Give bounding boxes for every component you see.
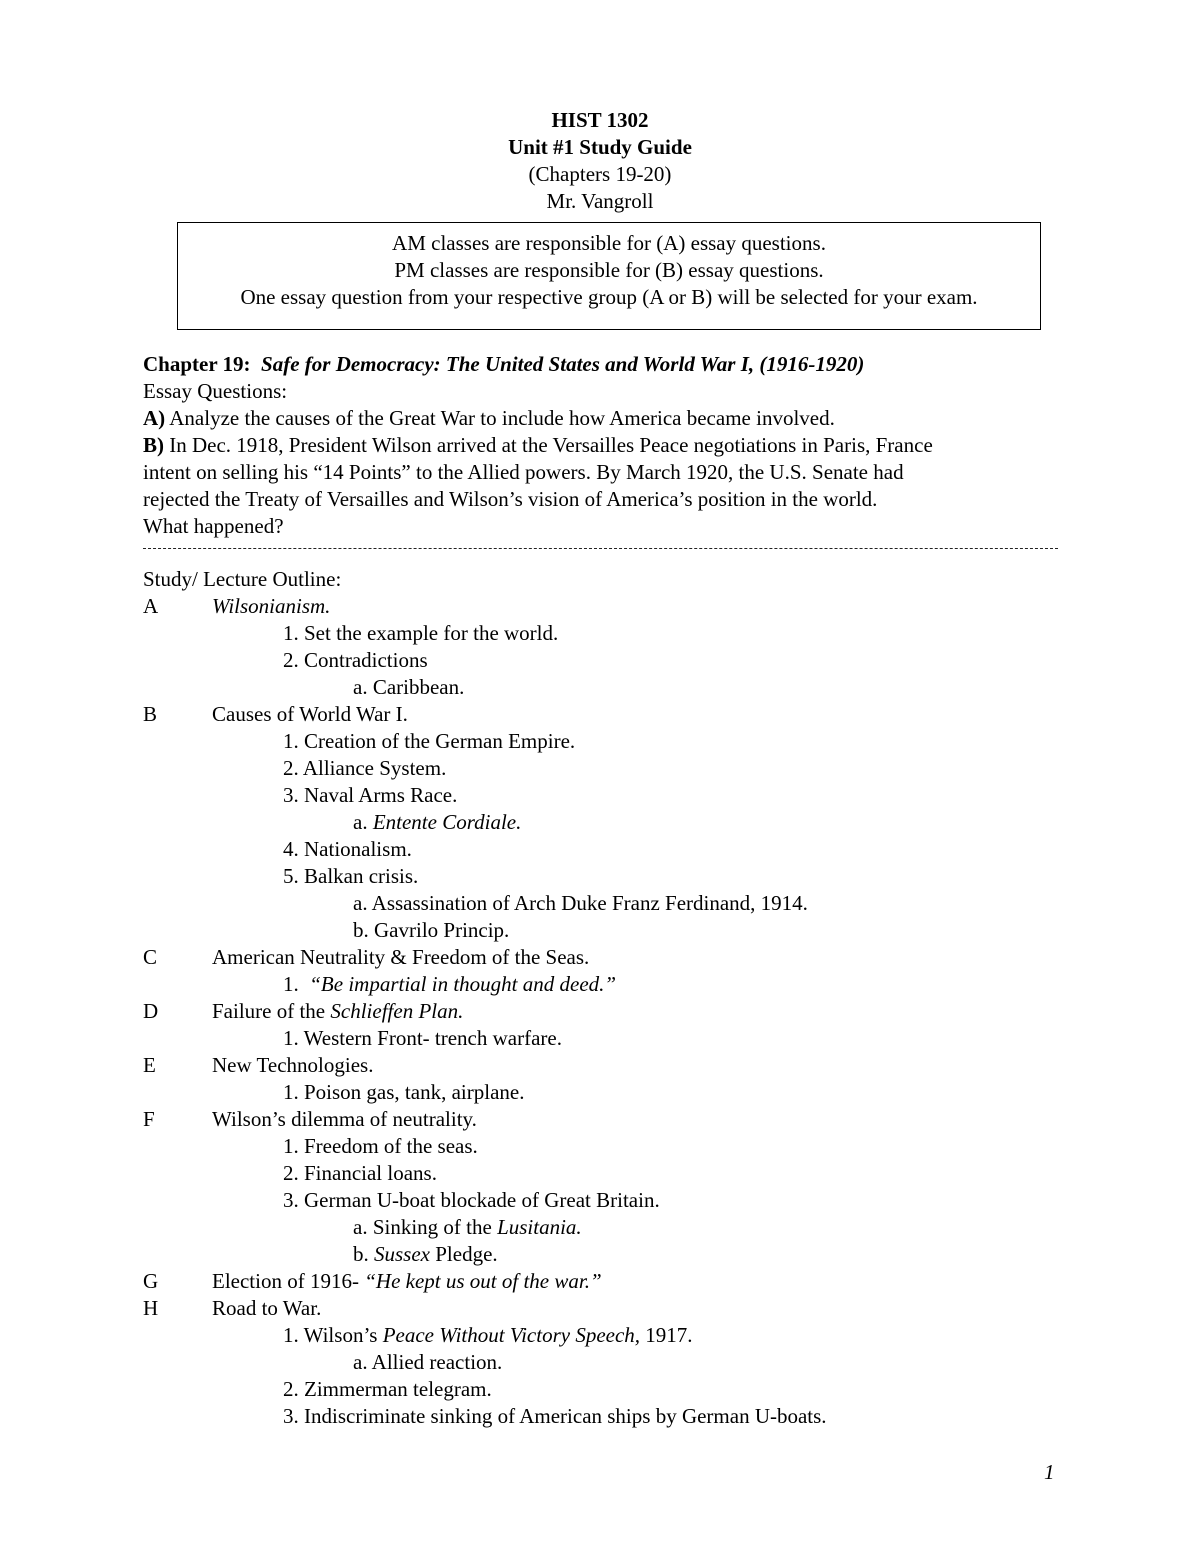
- outline-section-b: Causes of World War I.: [212, 702, 408, 726]
- outline-section-h: Road to War.: [212, 1296, 322, 1320]
- outline-item-a2a: a. Caribbean.: [353, 675, 465, 699]
- outline-heading: Study/ Lecture Outline:: [143, 567, 342, 591]
- chapter-title: Safe for Democracy: The United States and World War I, (1916-1920): [261, 352, 865, 376]
- outline-letter-a: A: [143, 594, 159, 618]
- outline-item-f2: 2. Financial loans.: [283, 1161, 437, 1185]
- question-b-text-line-3: rejected the Treaty of Versailles and Wilson’s vision of America’s position in the world.: [143, 487, 878, 511]
- outline-item-a2: 2. Contradictions: [283, 648, 428, 672]
- essay-questions-heading: Essay Questions:: [143, 379, 288, 403]
- h1-prefix: 1. Wilson’s: [283, 1323, 383, 1347]
- outline-item-f1: 1. Freedom of the seas.: [283, 1134, 478, 1158]
- outline-item-b3a: [353, 809, 521, 836]
- question-b-text-line-2: intent on selling his “14 Points” to the Allied powers. By March 1920, the U.S. Senate had: [143, 460, 904, 484]
- outline-item-f3: 3. German U-boat blockade of Great Britain.: [283, 1188, 660, 1212]
- impartial-quote: “Be impartial in thought and deed.”: [309, 972, 617, 996]
- outline-section-c: American Neutrality & Freedom of the Seas.: [212, 945, 590, 969]
- notice-line-exam: One essay question from your respective group (A or B) will be selected for your exam.: [240, 285, 978, 309]
- h1-suffix: 1917.: [640, 1323, 693, 1347]
- outline-letter-e: E: [143, 1053, 156, 1077]
- outline-item-d1: 1. Western Front- trench warfare.: [283, 1026, 562, 1050]
- outline-section-d: [212, 998, 463, 1025]
- outline-letter-d: D: [143, 999, 159, 1023]
- question-b-text-line-1: In Dec. 1918, President Wilson arrived at the Versailles Peace negotiations in Paris, France: [169, 433, 933, 457]
- dashed-divider: [143, 548, 1058, 549]
- outline-letter-h: H: [143, 1296, 159, 1320]
- outline-item-h2: 2. Zimmerman telegram.: [283, 1377, 492, 1401]
- outline-section-f: Wilson’s dilemma of neutrality.: [212, 1107, 477, 1131]
- outline-item-h1: [283, 1322, 693, 1349]
- chapters-subtitle: (Chapters 19-20): [528, 162, 672, 186]
- f3b-suffix: Pledge.: [430, 1242, 498, 1266]
- outline-letter-g: G: [143, 1269, 159, 1293]
- notice-line-pm: PM classes are responsible for (B) essay questions.: [394, 258, 824, 282]
- d-title-prefix: Failure of the: [212, 999, 331, 1023]
- entente-cordiale: Entente Cordiale.: [372, 810, 522, 834]
- essay-question-b: [143, 432, 933, 459]
- kept-us-out-quote: “He kept us out of the war.”: [364, 1269, 602, 1293]
- lusitania: Lusitania.: [497, 1215, 582, 1239]
- f3a-prefix: a. Sinking of the: [353, 1215, 498, 1239]
- question-b-text-line-4: What happened?: [143, 514, 284, 538]
- g-title-prefix: Election of 1916-: [212, 1269, 365, 1293]
- question-a-text: Analyze the causes of the Great War to include how America became involved.: [169, 406, 835, 430]
- question-a-label: A): [143, 406, 166, 430]
- outline-item-b4: 4. Nationalism.: [283, 837, 412, 861]
- outline-letter-f: F: [143, 1107, 155, 1131]
- outline-item-b1: 1. Creation of the German Empire.: [283, 729, 576, 753]
- outline-item-f3a: [353, 1214, 582, 1241]
- outline-item-c1: [283, 971, 616, 998]
- sussex: Sussex: [374, 1242, 430, 1266]
- schlieffen-plan: Schlieffen Plan.: [330, 999, 464, 1023]
- chapter-heading: [143, 351, 864, 378]
- instructor-name: Mr. Vangroll: [546, 189, 654, 213]
- outline-letter-c: C: [143, 945, 158, 969]
- outline-section-a: Wilsonianism.: [212, 594, 331, 618]
- outline-item-f3b: [353, 1241, 498, 1268]
- outline-section-e: New Technologies.: [212, 1053, 374, 1077]
- f3b-prefix: b.: [353, 1242, 374, 1266]
- outline-item-b5: 5. Balkan crisis.: [283, 864, 419, 888]
- outline-item-e1: 1. Poison gas, tank, airplane.: [283, 1080, 525, 1104]
- chapter-label: Chapter 19:: [143, 352, 251, 376]
- page-title: Unit #1 Study Guide: [508, 135, 692, 159]
- page-number: 1: [1044, 1460, 1055, 1484]
- essay-question-a: [143, 405, 835, 432]
- question-b-label: B): [143, 433, 164, 457]
- c1-prefix: 1.: [283, 972, 310, 996]
- outline-section-g: [212, 1268, 602, 1295]
- outline-item-b5b: b. Gavrilo Princip.: [353, 918, 510, 942]
- outline-item-h3: 3. Indiscriminate sinking of American ships by German U-boats.: [283, 1404, 827, 1428]
- outline-item-a1: 1. Set the example for the world.: [283, 621, 559, 645]
- b3a-prefix: a.: [353, 810, 373, 834]
- outline-item-b2: 2. Alliance System.: [283, 756, 447, 780]
- outline-item-h1a: a. Allied reaction.: [353, 1350, 503, 1374]
- outline-item-b5a: a. Assassination of Arch Duke Franz Ferdinand, 1914.: [353, 891, 808, 915]
- outline-letter-b: B: [143, 702, 158, 726]
- peace-without-victory: Peace Without Victory Speech,: [382, 1323, 641, 1347]
- outline-item-b3: 3. Naval Arms Race.: [283, 783, 458, 807]
- notice-line-am: AM classes are responsible for (A) essay questions.: [392, 231, 826, 255]
- course-code: HIST 1302: [551, 108, 649, 132]
